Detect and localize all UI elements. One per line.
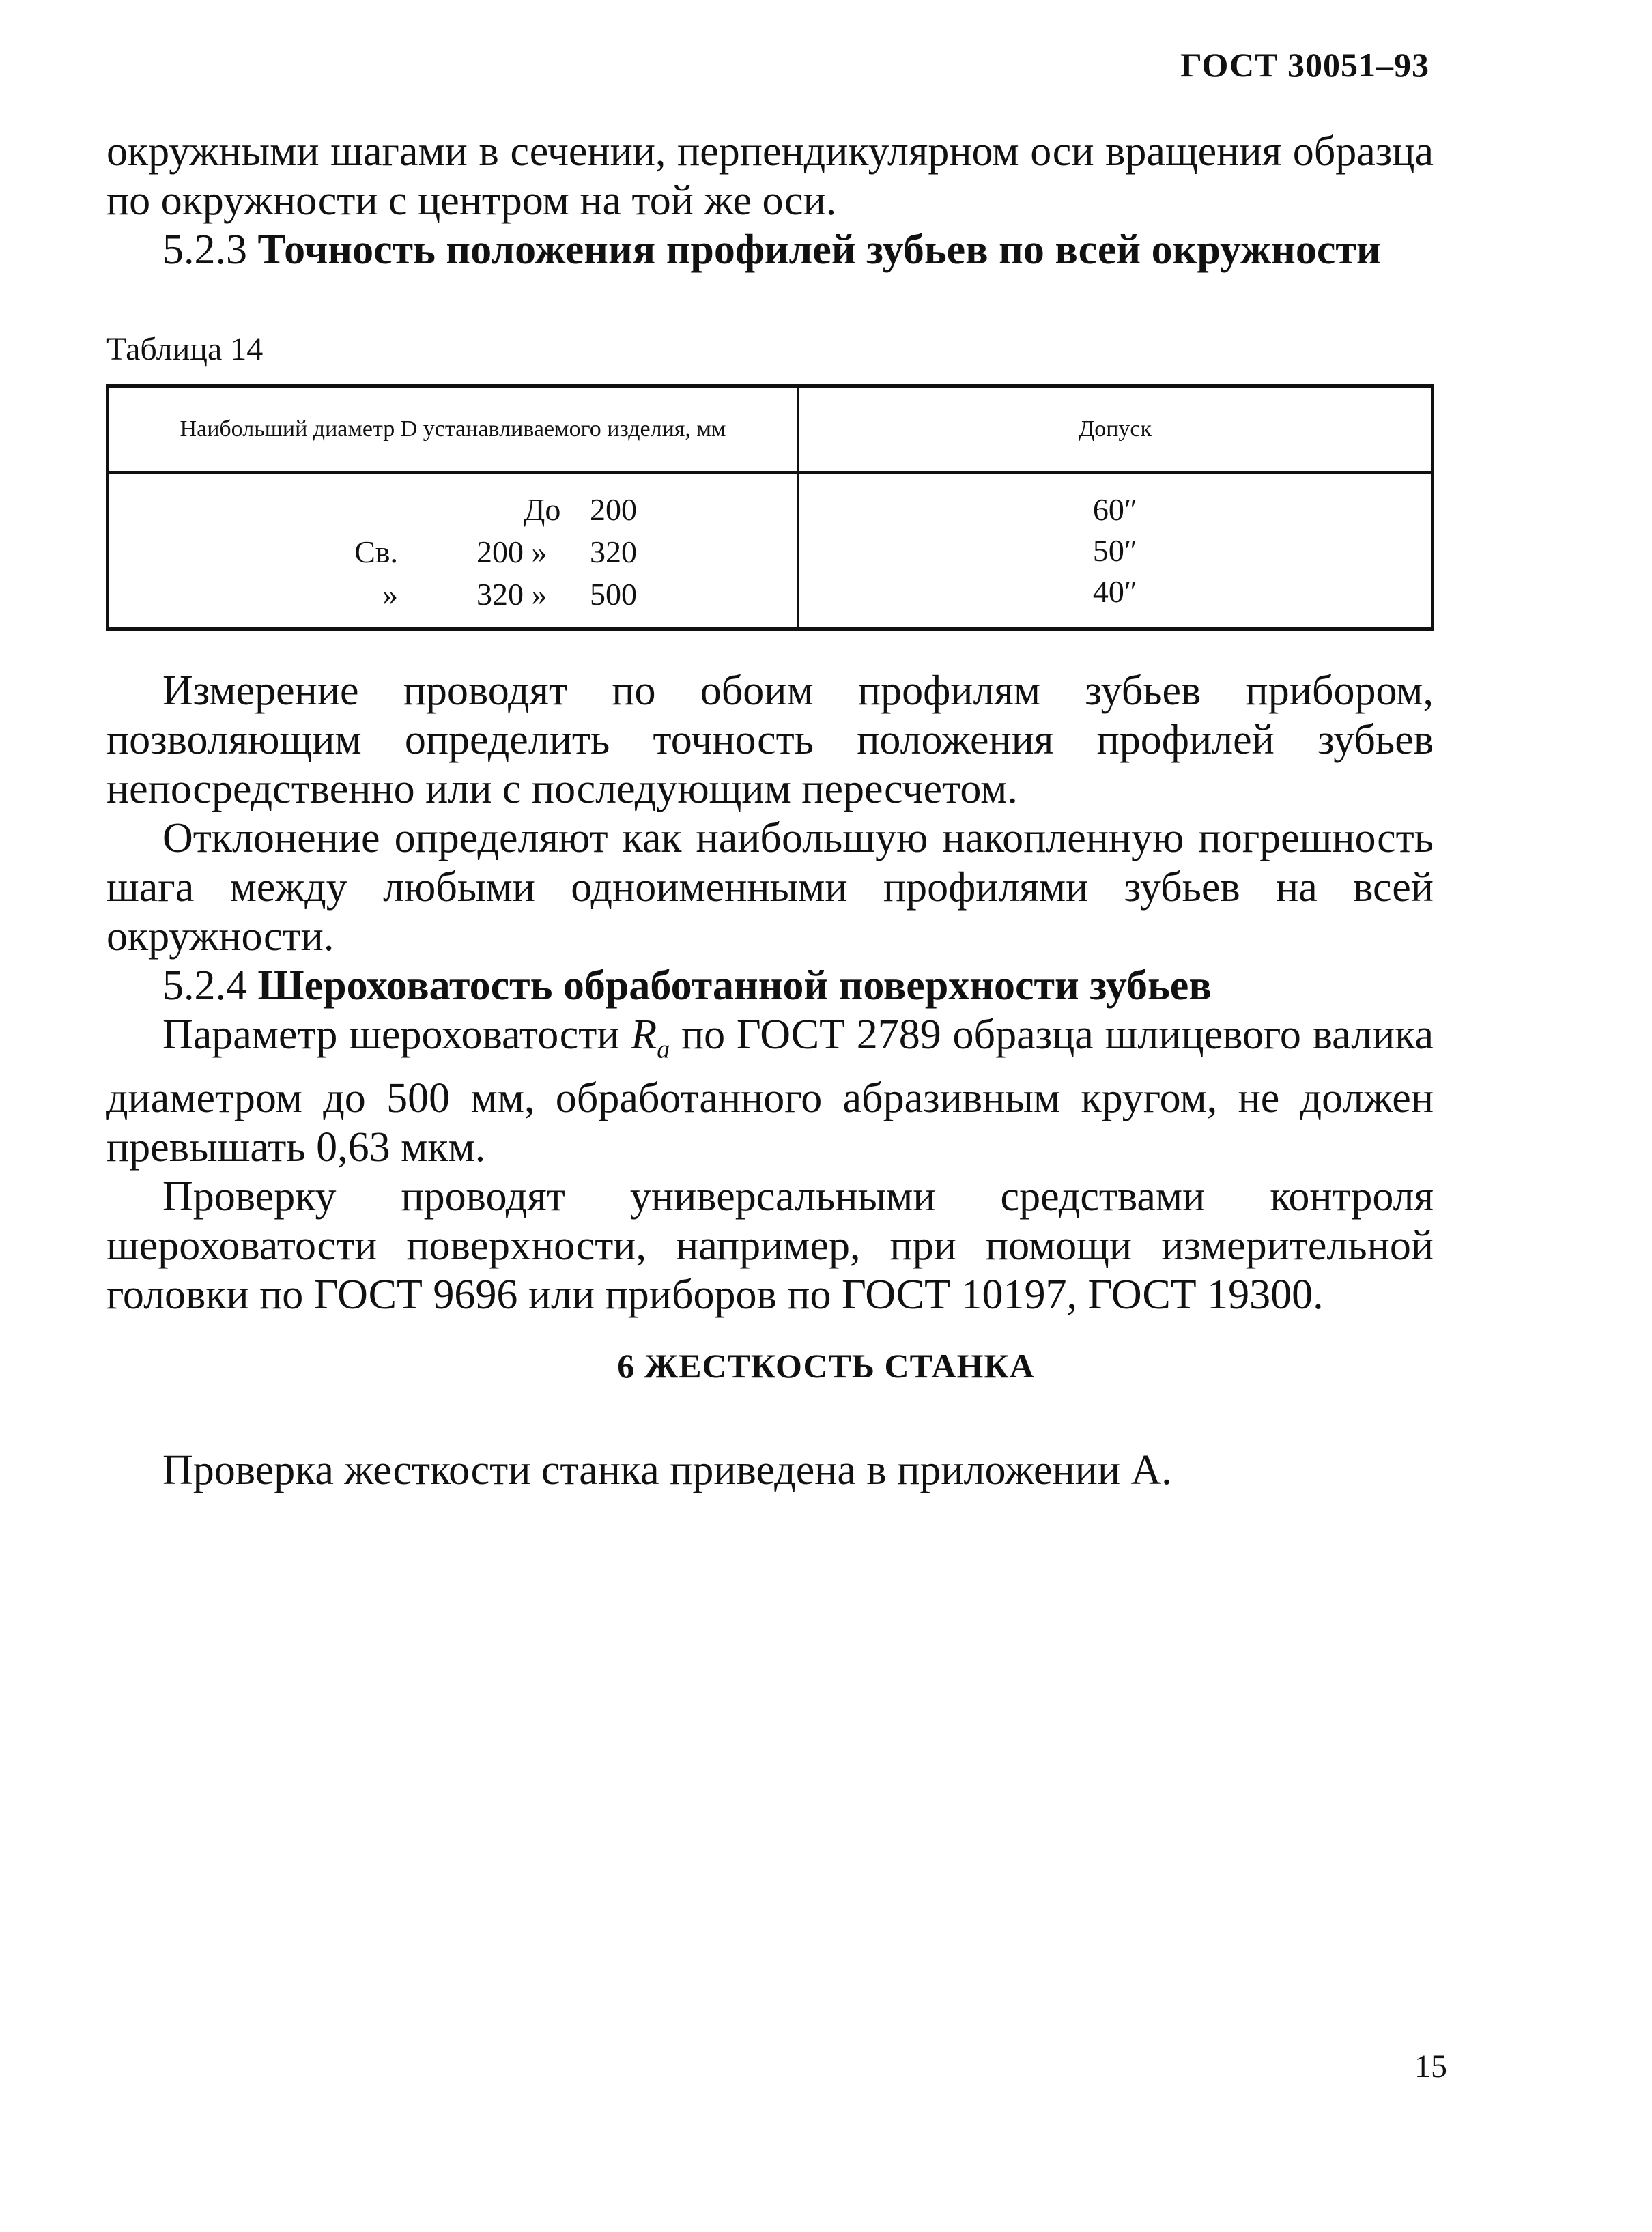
paragraph-rigidity: Проверка жесткости станка приведена в приложении А.: [162, 1447, 1172, 1493]
section-number: 5.2.4: [162, 962, 247, 1009]
table-cell: 320: [476, 577, 524, 612]
section-5-2-3-body: [106, 666, 1434, 1319]
section-5-2-3-heading: [106, 225, 1434, 274]
header-diameter: [108, 386, 798, 473]
table-cell: [403, 532, 435, 573]
table-cell: 200: [590, 492, 637, 527]
intro-text: окружными шагами в сечении, перпендикулярном оси вращения образца по окружности с центром на той же оси.: [106, 128, 1434, 224]
table-body-row: [108, 473, 1432, 629]
section-5-2-4-heading: [106, 961, 1434, 1010]
section-title: Шероховатость обработанной поверхности зубьев: [257, 962, 1212, 1009]
diameter-ranges: [267, 489, 796, 615]
paragraph-roughness-check: Проверку проводят универсальными средствами контроля шероховатости поверхности, например, при помощи измерительной головки по ГОСТ 9696 или приборов по ГОСТ 10197, ГОСТ 19300.: [106, 1173, 1434, 1319]
page-number: 15: [1414, 2048, 1447, 2085]
paragraph-deviation: Отклонение определяют как наибольшую накопленную погрешность шага между любыми одноименными профилями зубьев на всей окружности.: [106, 815, 1434, 960]
tolerance-values-cell: [798, 473, 1432, 629]
header-tolerance: Допуск: [798, 386, 1432, 473]
section-number: 5.2.3: [162, 227, 247, 273]
tolerance-values: [800, 489, 1430, 612]
table-cell: Св.: [354, 534, 398, 569]
table-cell: »: [382, 577, 398, 612]
table-header-row: [108, 386, 1432, 473]
section-6-heading: 6 ЖЕСТКОСТЬ СТАНКА: [617, 1347, 1035, 1385]
tolerance-table: [106, 384, 1434, 631]
table-cell: [403, 574, 435, 615]
header-diameter-label: Наибольший диаметр D устанавливаемого изделия, мм: [180, 416, 726, 442]
table-cell: »: [531, 534, 547, 569]
paragraph-roughness-parameter: [106, 1010, 1434, 1172]
intro-block: [106, 127, 1434, 274]
table-cell: [267, 489, 403, 530]
paragraph-measurement: Измерение проводят по обоим профилям зубьев прибором, позволяющим определить точность положения профилей зубьев непосредственно или с последующим пересчетом.: [106, 668, 1434, 812]
standard-code: ГОСТ 30051–93: [1180, 46, 1429, 84]
section-6-body: [106, 1446, 1434, 1495]
table-cell: »: [531, 577, 547, 612]
table-cell: 60″: [1092, 492, 1138, 527]
table-cell: 40″: [1092, 574, 1138, 609]
diameter-ranges-cell: [108, 473, 798, 629]
table-cell: До: [524, 492, 561, 527]
table-cell: 50″: [1092, 533, 1138, 568]
table-cell: 200: [476, 534, 524, 569]
table-cell: [435, 489, 524, 530]
table-cell: 320: [590, 534, 637, 569]
section-title: Точность положения профилей зубьев по всей окружности: [257, 227, 1381, 273]
text-segment: Параметр шероховатости: [162, 1012, 631, 1058]
table-caption: Таблица 14: [106, 331, 264, 367]
table-cell: [403, 489, 435, 530]
table-cell: 500: [590, 577, 637, 612]
text-segment: по ГОСТ 2789 образца шлицевого валика диаметром до 500 мм, обработанного абразивным кругом, не должен превышать 0,63 мкм.: [106, 1012, 1434, 1171]
roughness-symbol: $R_a$: [631, 1012, 670, 1064]
